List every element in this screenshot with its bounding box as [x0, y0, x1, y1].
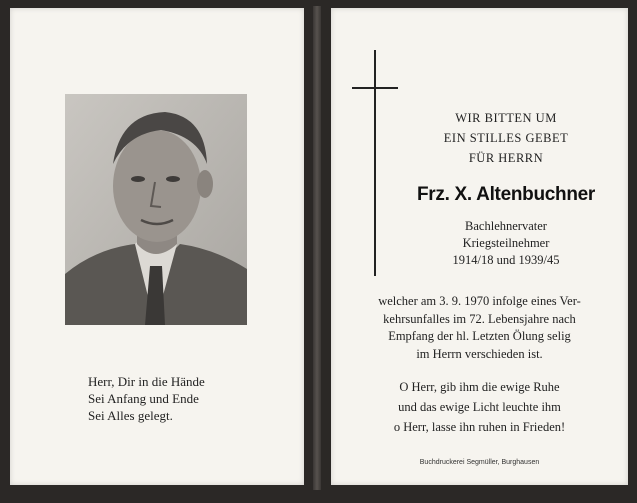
- header: [411, 108, 601, 168]
- verse-line: Sei Alles gelegt.: [88, 408, 173, 423]
- header-line: WIR BITTEN UM: [455, 111, 557, 125]
- prayer-line: o Herr, lasse ihn ruhen in Frieden!: [393, 420, 566, 434]
- text-line: welcher am 3. 9. 1970 infolge eines Ver-: [378, 294, 581, 308]
- prayer: [341, 377, 618, 437]
- prayer-line: O Herr, gib ihm die ewige Ruhe: [399, 380, 560, 394]
- text-line: im Herrn verschieden ist.: [416, 346, 543, 361]
- obituary-text: [341, 293, 618, 363]
- verse-line: Herr, Dir in die Hände: [88, 374, 205, 389]
- deceased-titles: [411, 218, 601, 269]
- text-line: kehrsunfalles im 72. Lebensjahre nach: [383, 311, 576, 326]
- header-line: FÜR HERRN: [468, 151, 544, 165]
- portrait-photo: [65, 94, 247, 325]
- text-line: Empfang der hl. Letzten Ölung selig: [388, 329, 571, 343]
- verse: [88, 373, 205, 424]
- printer-credit: Buchdruckerei Segmüller, Burghausen: [419, 459, 540, 466]
- title-line: Kriegsteilnehmer: [462, 236, 550, 250]
- title-line: Bachlehnervater: [465, 219, 547, 233]
- cross-icon: [352, 50, 398, 276]
- left-page: [10, 8, 304, 485]
- card-fold: [313, 6, 321, 490]
- verse-line: Sei Anfang und Ende: [88, 391, 199, 406]
- right-page: [331, 8, 628, 485]
- prayer-line: und das ewige Licht leuchte ihm: [398, 400, 561, 414]
- header-line: EIN STILLES GEBET: [443, 131, 569, 145]
- title-line: 1914/18 und 1939/45: [452, 253, 560, 267]
- deceased-name: Frz. X. Altenbuchner: [416, 184, 596, 205]
